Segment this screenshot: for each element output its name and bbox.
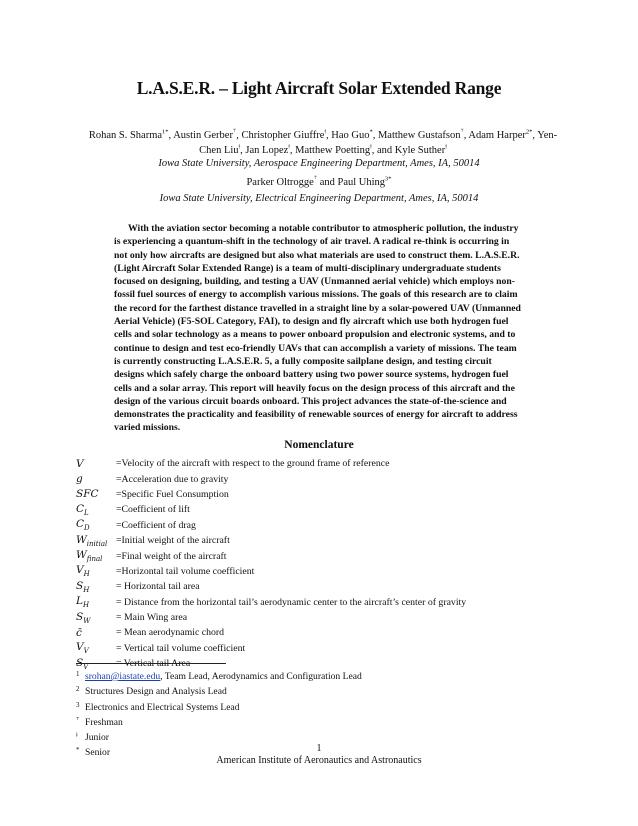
symbol-base: S bbox=[76, 656, 84, 669]
author-mark: ǂ bbox=[238, 143, 241, 151]
author-mark: ⸆ bbox=[232, 128, 237, 136]
nomenclature-heading: Nomenclature bbox=[284, 439, 354, 451]
author-mark: ⸆ bbox=[460, 128, 464, 136]
symbol-base: L bbox=[76, 595, 83, 608]
symbol-base: S bbox=[76, 579, 84, 592]
page-footer: American Institute of Aeronautics and Astronautics bbox=[216, 755, 422, 766]
footnote-mark: 3 bbox=[76, 700, 80, 709]
nomenclature-definition: =Velocity of the aircraft with respect to the ground frame of reference bbox=[116, 458, 390, 470]
nomenclature-definition: =Initial weight of the aircraft bbox=[116, 535, 230, 547]
footnote-text: Senior bbox=[85, 747, 111, 759]
footnote-mark: * bbox=[76, 746, 80, 755]
nomenclature-definition: =Coefficient of drag bbox=[116, 519, 196, 531]
footnote bbox=[76, 699, 556, 714]
page-number: 1 bbox=[316, 743, 322, 754]
footnote-text: , Team Lead, Aerodynamics and Configuration Lead bbox=[160, 671, 362, 682]
author-list: Rohan S. Sharma$^{1*}$, Austin Gerber⸆, Christopher Giuffre$^ǂ$, Hao Guo*, Matthew Gustafson⸆, Adam Harper$^{2*}$, Yen-Chen Liu$^ǂ$, Jan Lopez$^ǂ$, Matthew Poetting$^ǂ$, and Kyle Suther$^ǂ$ bbox=[88, 128, 558, 156]
footnote-text: Electronics and Electrical Systems Lead bbox=[85, 701, 240, 713]
symbol-base: V bbox=[76, 641, 84, 654]
symbol-base: S bbox=[76, 610, 84, 623]
nomenclature-row bbox=[76, 502, 596, 517]
abstract: With the aviation sector becoming a notable contributor to atmospheric pollution, the industry is experiencing a quantum-shift in the technology of air travel. A radical re-think is occurring in not only how aircrafts are designed but also what materials are used to construct them. L.A.S.E.R. (Light Aircraft Solar Extended Range) is a team of multi-disciplinary undergraduate students focused on designing, building, and testing a UAV (Unmanned aerial vehicle) which employs non-fossil fuel sources of energy to accomplish various missions. The goals of this research are to claim the record for the farthest distance travelled in a straight line by a solar-powered UAV (Unmanned Aerial Vehicle) (F5-SOL Category, FAI), to design and fly aircraft which use both hydrogen fuel cells and solar technology as a means to power onboard propulsion and electronic systems, and to continue to design and test eco-friendly UAVs that can accomplish a variety of missions. The team is currently constructing L.A.S.E.R. 5, a fully composite sailplane design, and testing circuit designs which safely charge the onboard battery using two power source systems, hydrogen fuel cells and a solar array. This report will heavily focus on the design process of this aircraft and the design of the various circuit boards onboard. This project advances the state-of-the-science and demonstrates the practicality and feasibility of renewable sources of energy for aircraft to address varied missions. bbox=[114, 223, 521, 434]
nomenclature-symbol bbox=[76, 488, 116, 500]
nomenclature-definition: = Vertical tail Area bbox=[116, 658, 191, 670]
nomenclature-row bbox=[76, 456, 596, 471]
symbol-base: V bbox=[76, 564, 84, 577]
footnote-text: Junior bbox=[85, 732, 109, 744]
nomenclature-definition: = Main Wing area bbox=[116, 612, 188, 624]
paper-title: L.A.S.E.R. – Light Aircraft Solar Extended Range bbox=[136, 78, 502, 98]
nomenclature-definition: = Vertical tail volume coefficient bbox=[116, 642, 246, 654]
symbol-subscript: V bbox=[83, 647, 89, 656]
author-name: Paul Uhing bbox=[337, 177, 386, 188]
nomenclature-definition: =Acceleration due to gravity bbox=[116, 473, 229, 485]
footnote-mark: ⸆ bbox=[76, 715, 80, 724]
symbol-subscript: W bbox=[83, 616, 91, 625]
footnote-mark: 1 bbox=[76, 670, 80, 678]
footnote bbox=[76, 714, 556, 729]
symbol-base: SFC bbox=[76, 488, 99, 501]
affiliation-aerospace: Iowa State University, Aerospace Engineering Department, Ames, IA, 50014 bbox=[158, 158, 480, 169]
nomenclature-definition: =Final weight of the aircraft bbox=[116, 550, 227, 562]
footnote-divider bbox=[76, 663, 226, 664]
nomenclature-row bbox=[76, 471, 596, 486]
nomenclature-row bbox=[76, 564, 596, 579]
nomenclature-definition: = Mean aerodynamic chord bbox=[116, 627, 225, 639]
author-name: Matthew Gustafson bbox=[377, 130, 461, 141]
nomenclature-symbol bbox=[76, 518, 116, 532]
symbol-base: W bbox=[76, 533, 87, 546]
author-mark: ǂ bbox=[370, 143, 372, 151]
nomenclature-symbol bbox=[76, 627, 116, 639]
symbol-base: C bbox=[76, 518, 85, 531]
nomenclature-symbol bbox=[76, 564, 116, 578]
nomenclature-symbol bbox=[76, 458, 116, 470]
email-link[interactable]: srohan@iastate.edu bbox=[85, 671, 161, 682]
nomenclature-definition: =Specific Fuel Consumption bbox=[116, 488, 229, 500]
nomenclature-row bbox=[76, 518, 596, 533]
footnote-mark: 2 bbox=[76, 685, 80, 694]
author-name: Hao Guo bbox=[331, 130, 370, 141]
nomenclature-symbol bbox=[76, 595, 116, 609]
symbol-subscript: H bbox=[82, 601, 90, 610]
affiliation-electrical: Iowa State University, Electrical Engineering Department, Ames, IA, 50014 bbox=[159, 193, 479, 204]
author-mark: ǂ bbox=[445, 143, 447, 151]
author-name: Rohan S. Sharma bbox=[88, 130, 163, 141]
author-name: Adam Harper bbox=[468, 130, 526, 141]
symbol-subscript: H bbox=[83, 570, 90, 579]
symbol-subscript: final bbox=[86, 555, 103, 564]
nomenclature-symbol bbox=[76, 641, 116, 655]
footnote-text: Freshman bbox=[85, 716, 123, 728]
author-mark: ǂ bbox=[324, 128, 327, 136]
nomenclature-symbol bbox=[76, 611, 116, 625]
symbol-base: W bbox=[76, 548, 87, 561]
symbol-base: g bbox=[76, 473, 83, 486]
author-name: Christopher Giuffre bbox=[241, 130, 325, 141]
nomenclature-row bbox=[76, 487, 596, 502]
nomenclature-symbol bbox=[76, 473, 116, 485]
nomenclature-row bbox=[76, 610, 596, 625]
author-name: Matthew Poetting bbox=[295, 145, 371, 156]
author-name: Jan Lopez bbox=[245, 145, 289, 156]
author-mark: 1* bbox=[162, 128, 169, 136]
symbol-base: C bbox=[76, 502, 85, 515]
nomenclature-definition: =Horizontal tail volume coefficient bbox=[116, 565, 255, 577]
author-mark: ⸆ bbox=[313, 175, 318, 183]
symbol-subscript: H bbox=[83, 585, 90, 594]
symbol-subscript: V bbox=[83, 662, 89, 671]
symbol-base: V bbox=[76, 457, 84, 470]
symbol-subscript: L bbox=[84, 508, 89, 517]
nomenclature-symbol bbox=[76, 549, 116, 563]
nomenclature-row bbox=[76, 595, 596, 610]
footnote-text: Structures Design and Analysis Lead bbox=[85, 686, 227, 698]
author-name: Yen-Chen Liu bbox=[199, 130, 558, 156]
nomenclature-row bbox=[76, 625, 596, 640]
symbol-subscript: initial bbox=[86, 539, 108, 548]
author-name: Austin Gerber bbox=[173, 130, 233, 141]
nomenclature-list bbox=[76, 456, 596, 671]
nomenclature-symbol bbox=[76, 534, 116, 548]
author-mark: * bbox=[369, 128, 373, 136]
author-name: Kyle Suther bbox=[394, 145, 446, 156]
author-name: Parker Oltrogge bbox=[246, 177, 314, 188]
author-list-electrical: Parker Oltrogge⸆ and Paul Uhing$^{3*}$ bbox=[246, 175, 392, 188]
nomenclature-row bbox=[76, 641, 596, 656]
footnote bbox=[76, 668, 556, 683]
author-mark: 3* bbox=[385, 175, 392, 183]
author-mark: ǂ bbox=[288, 143, 290, 151]
footnote bbox=[76, 683, 556, 698]
nomenclature-row bbox=[76, 579, 596, 594]
nomenclature-definition: = Distance from the horizontal tail’s aerodynamic center to the aircraft’s center of gravity bbox=[116, 596, 467, 608]
symbol-subscript: D bbox=[84, 524, 90, 533]
nomenclature-symbol bbox=[76, 580, 116, 594]
footnote-mark: ǂ bbox=[76, 731, 78, 740]
author-mark: 2* bbox=[525, 128, 533, 136]
nomenclature-row bbox=[76, 533, 596, 548]
nomenclature-definition: = Horizontal tail area bbox=[116, 581, 200, 593]
nomenclature-row bbox=[76, 548, 596, 563]
nomenclature-symbol bbox=[76, 503, 116, 517]
nomenclature-definition: =Coefficient of lift bbox=[116, 504, 190, 516]
symbol-base: c̄ bbox=[76, 626, 82, 639]
